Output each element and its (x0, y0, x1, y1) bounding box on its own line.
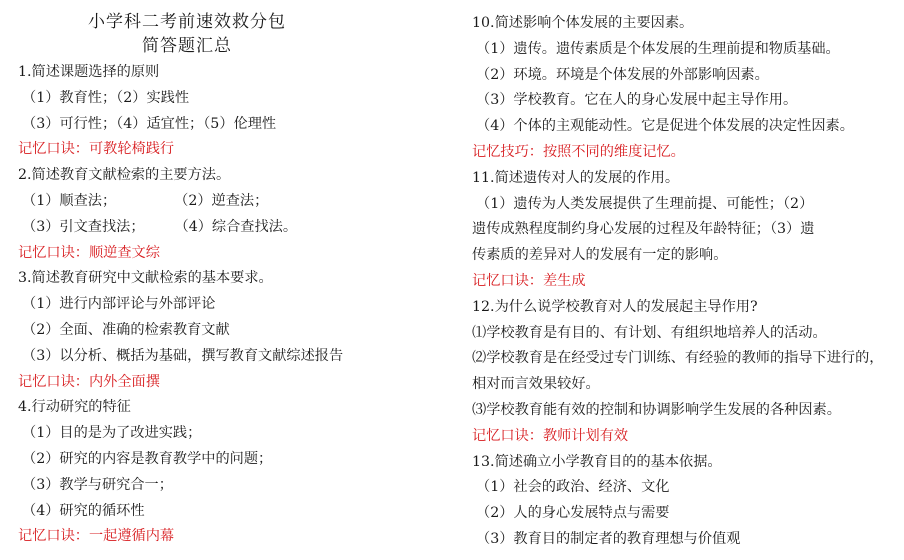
q1-memory-tip: 记忆口诀：可教轮椅践行 (18, 141, 175, 158)
q12-answer-line: ⑵学校教育是在经受过专门训练、有经验的教师的指导下进行的， (472, 350, 884, 367)
q11-answer-line: 遗传成熟程度制约身心发展的过程及年龄特征；（3）遗 (472, 221, 815, 238)
q11-answer-line: （1）遗传为人类发展提供了生理前提、可能性；（2） (476, 195, 814, 212)
q2-item: （2）逆查法； (174, 192, 269, 209)
q13-answer-line: （1）社会的政治、经济、文化 (476, 479, 670, 496)
q4-answer-line: （3）教学与研究合一； (22, 476, 173, 493)
q2-memory-tip: 记忆口诀：顺逆查文综 (18, 244, 160, 261)
q1-answer-line: （1）教育性；（2）实践性 (22, 89, 190, 106)
q3-answer-line: （2）全面、准确的检索教育文献 (22, 321, 230, 338)
q2-item: （4）综合查找法。 (174, 218, 298, 235)
q3-question: 3.简述教育研究中文献检索的基本要求。 (18, 270, 273, 287)
q10-memory-tip: 记忆技巧：按照不同的维度记忆。 (472, 143, 685, 160)
q4-question: 4.行动研究的特征 (18, 399, 131, 416)
page-subtitle: 简答题汇总 (142, 36, 232, 56)
q4-answer-line: （2）研究的内容是教育教学中的问题； (22, 450, 273, 467)
q4-memory-tip: 记忆口诀：一起遵循内幕 (18, 528, 175, 545)
q12-answer-line: ⑴学校教育是有目的、有计划、有组织地培养人的活动。 (472, 324, 827, 341)
q1-answer-line: （3）可行性；（4）适宜性；（5）伦理性 (22, 115, 277, 132)
left-column (18, 0, 458, 550)
q10-answer-line: （3）学校教育。它在人的身心发展中起主导作用。 (476, 92, 798, 109)
q12-answer-line: ⑶学校教育能有效的控制和协调影响学生发展的各种因素。 (472, 401, 841, 418)
q13-question: 13.简述确立小学教育目的的基本依据。 (472, 453, 722, 470)
q3-memory-tip: 记忆口诀：内外全面撰 (18, 373, 160, 390)
right-column (472, 0, 900, 553)
q12-question: 12.为什么说学校教育对人的发展起主导作用? (472, 298, 758, 315)
q1-question: 1.简述课题选择的原则 (18, 64, 160, 80)
page-title: 小学科二考前速效救分包 (88, 12, 286, 32)
q11-memory-tip: 记忆口诀：差生成 (472, 272, 586, 289)
q12-answer-line: 相对而言效果较好。 (472, 376, 600, 393)
q13-answer-line: （3）教育目的制定者的教育理想与价值观 (476, 530, 741, 547)
q10-answer-line: （4）个体的主观能动性。它是促进个体发展的决定性因素。 (476, 118, 854, 135)
q2-item: （3）引文查找法； (22, 218, 145, 235)
q3-answer-line: （1）进行内部评论与外部评论 (22, 296, 216, 313)
q10-answer-line: （2）环境。环境是个体发展的外部影响因素。 (476, 66, 769, 83)
q13-answer-line: （2）人的身心发展特点与需要 (476, 505, 670, 522)
q2-question: 2.简述教育文献检索的主要方法。 (18, 167, 231, 184)
q12-memory-tip: 记忆口诀：教师计划有效 (472, 427, 629, 444)
q2-answer-line (18, 189, 458, 215)
q3-answer-line: （3）以分析、概括为基础，撰写教育文献综述报告 (22, 347, 344, 364)
q10-answer-line: （1）遗传。遗传素质是个体发展的生理前提和物质基础。 (476, 40, 840, 57)
q2-item: （1）顺查法； (22, 192, 117, 209)
q2-answer-line (18, 215, 458, 241)
q10-question: 10.简述影响个体发展的主要因素。 (472, 15, 694, 31)
q4-answer-line: （4）研究的循环性 (22, 502, 145, 519)
q11-answer-line: 传素质的差异对人的发展有一定的影响。 (472, 247, 728, 264)
q4-answer-line: （1）目的是为了改进实践； (22, 425, 202, 442)
q11-question: 11.简述遗传对人的发展的作用。 (472, 169, 680, 186)
